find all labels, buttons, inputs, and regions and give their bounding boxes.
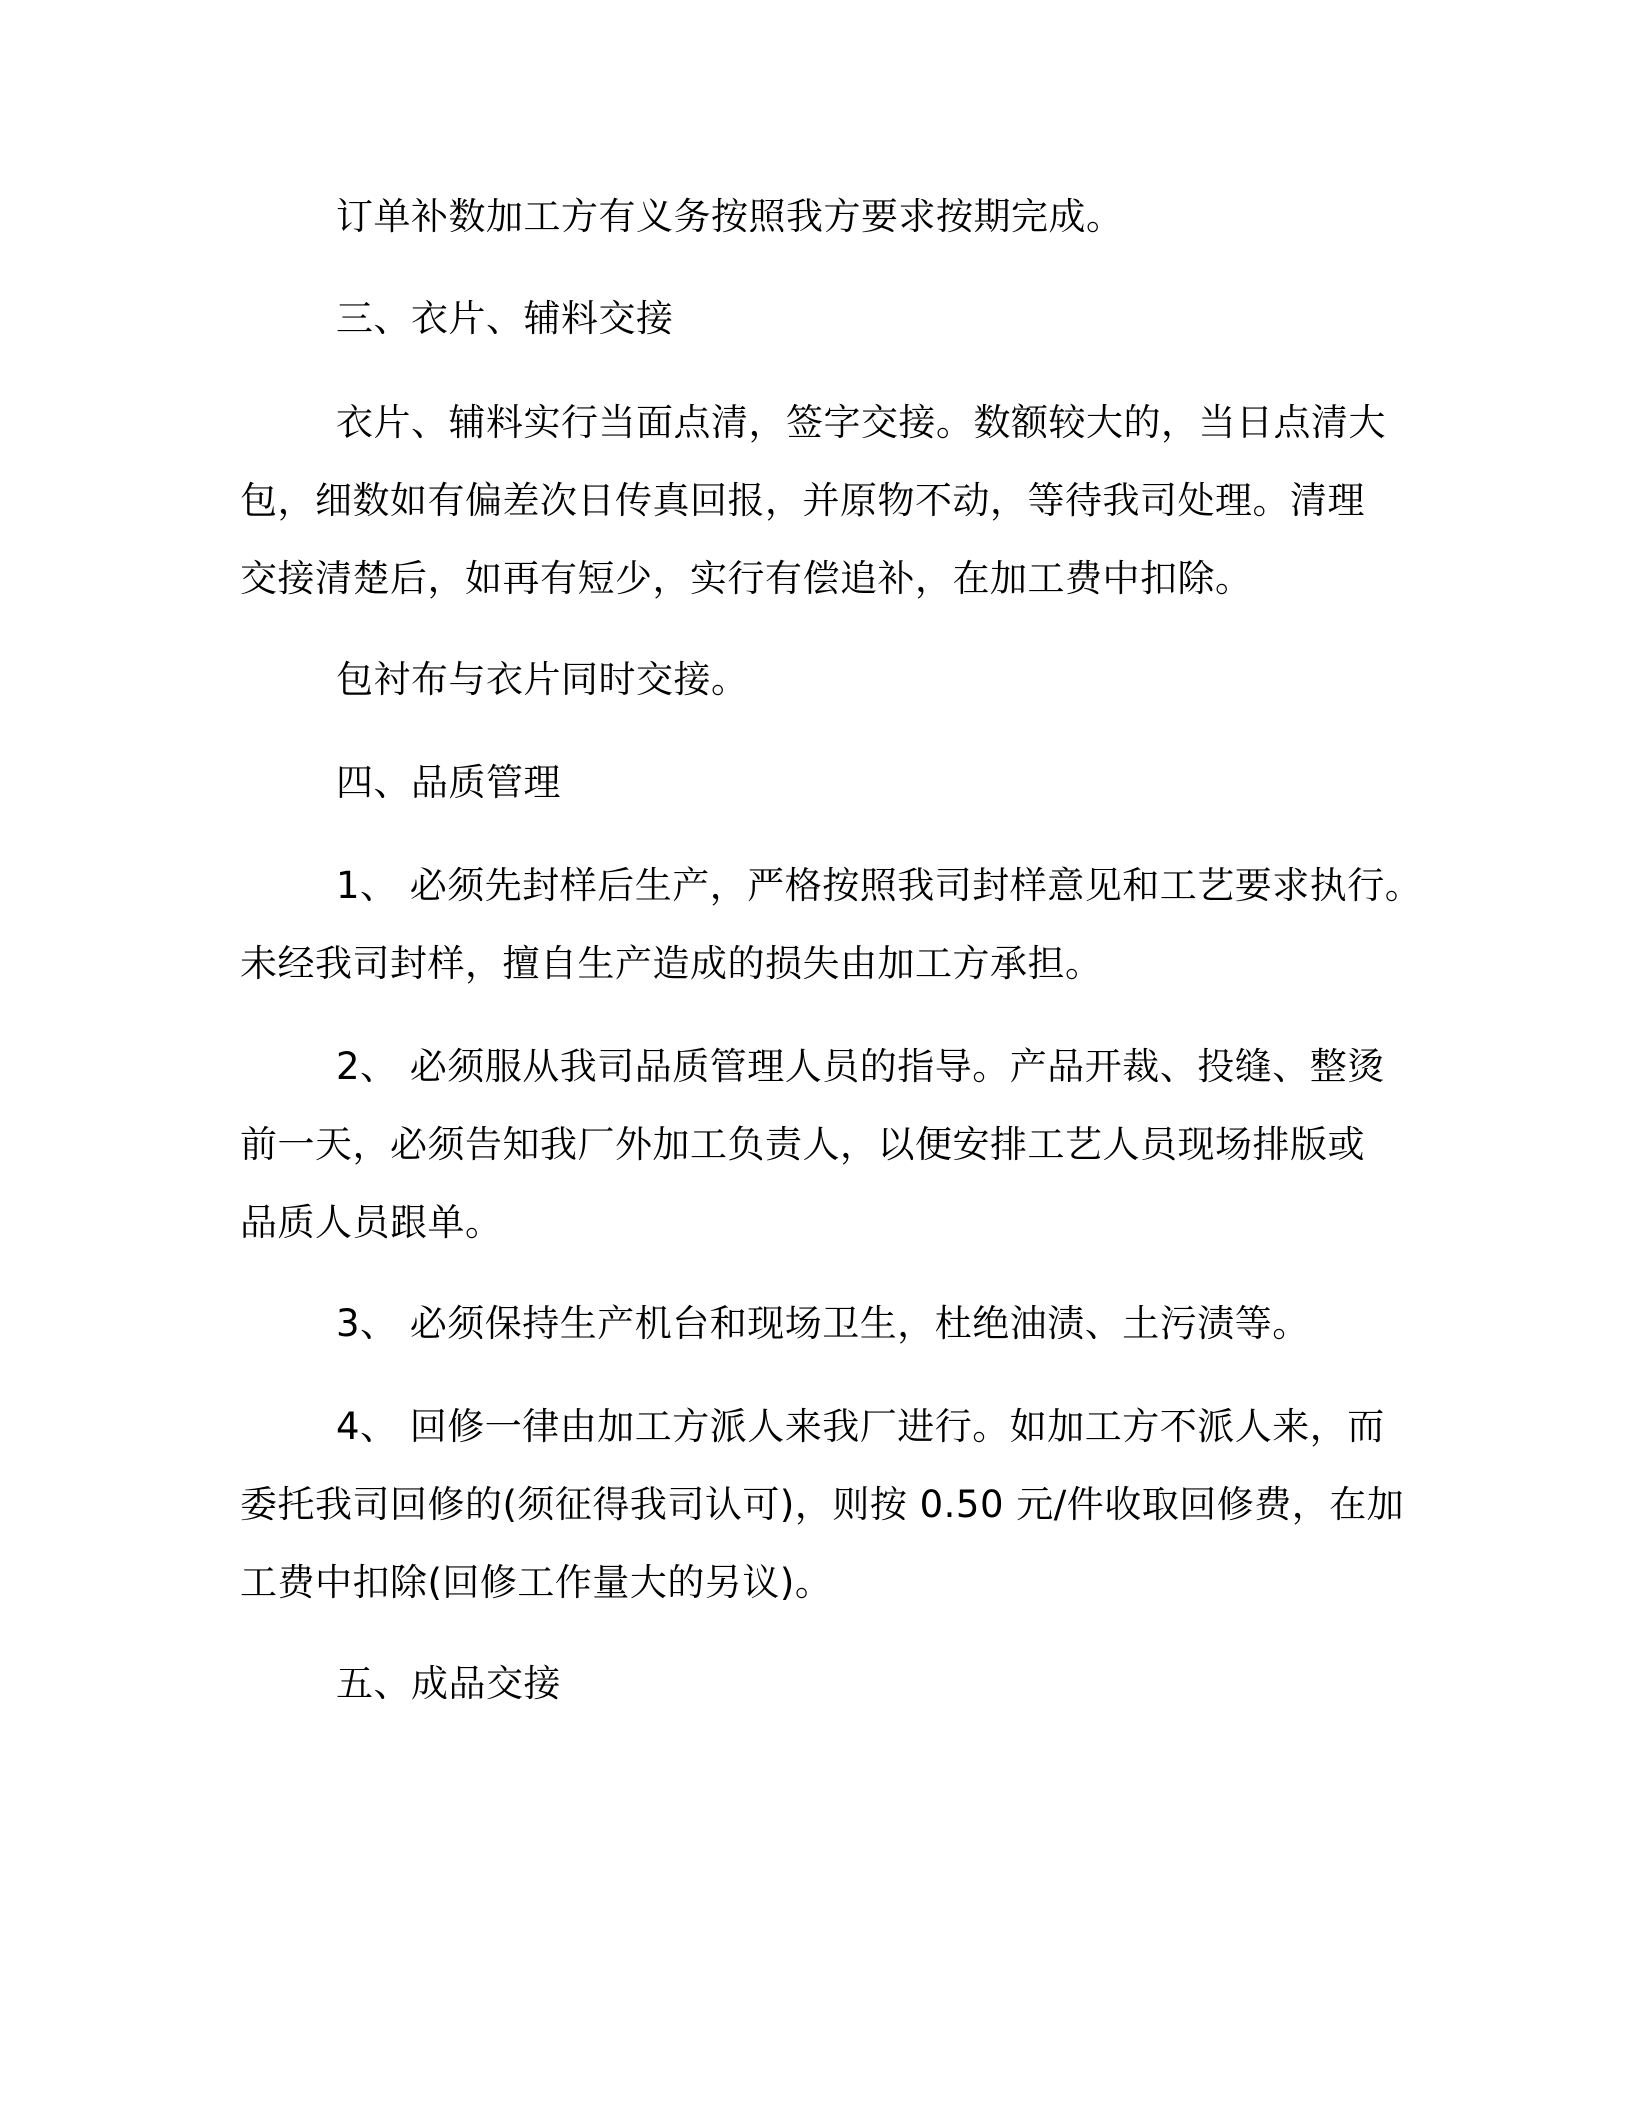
paragraph-order-supplement <box>240 178 1400 256</box>
text-line: 委托我司回修的(须征得我司认可)，则按 0.50 元/件收取回修费，在加 <box>240 1483 1405 1526</box>
text-line: 2、 必须服从我司品质管理人员的指导。产品开裁、投缝、整烫 <box>336 1045 1385 1088</box>
section-heading-4 <box>240 744 1400 822</box>
paragraph-quality-4 <box>240 1388 1405 1622</box>
paragraph-handover-rules <box>240 384 1400 618</box>
paragraph-quality-3 <box>240 1285 1400 1363</box>
text-line: 交接清楚后，如再有短少，实行有偿追补，在加工费中扣除。 <box>240 557 1253 600</box>
text-line: 3、 必须保持生产机台和现场卫生，杜绝油渍、土污渍等。 <box>336 1302 1310 1345</box>
heading-text: 三、衣片、辅料交接 <box>336 297 674 340</box>
text-line: 4、 回修一律由加工方派人来我厂进行。如加工方不派人来，而 <box>336 1405 1385 1448</box>
paragraph-quality-2 <box>240 1028 1400 1262</box>
text-line: 工费中扣除(回修工作量大的另议)。 <box>240 1561 833 1604</box>
text-line: 衣片、辅料实行当面点清，签字交接。数额较大的，当日点清大 <box>336 401 1386 444</box>
paragraph-lining-handover <box>240 641 1400 719</box>
text-line: 包衬布与衣片同时交接。 <box>336 658 749 701</box>
heading-text: 四、品质管理 <box>336 761 561 804</box>
text-line: 包，细数如有偏差次日传真回报，并原物不动，等待我司处理。清理 <box>240 479 1365 522</box>
section-heading-3 <box>240 280 1400 358</box>
section-heading-5 <box>240 1645 1400 1723</box>
text-line: 1、 必须先封样后生产，严格按照我司封样意见和工艺要求执行。 <box>336 864 1423 907</box>
text-line: 前一天，必须告知我厂外加工负责人，以便安排工艺人员现场排版或 <box>240 1123 1365 1166</box>
text-line: 品质人员跟单。 <box>240 1201 503 1244</box>
text-line: 未经我司封样，擅自生产造成的损失由加工方承担。 <box>240 942 1103 985</box>
paragraph-quality-1 <box>240 847 1423 1003</box>
heading-text: 五、成品交接 <box>336 1662 561 1705</box>
text-line: 订单补数加工方有义务按照我方要求按期完成。 <box>336 195 1124 238</box>
